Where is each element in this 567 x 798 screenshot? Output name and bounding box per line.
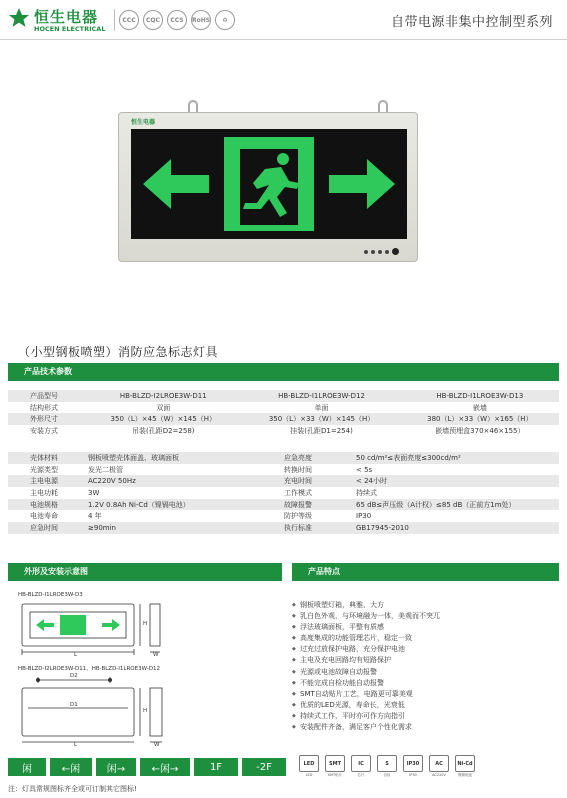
drawing-model-bottom: HB-BLZD-Ⅰ2LROE3W-D11，HB-BLZD-Ⅰ1LROE3W-D12 [18,666,161,672]
spec-icon-row [298,755,476,779]
battery-icon-caption: 镍镉电池 [458,773,472,777]
param-label: 应急时间 [8,522,84,534]
param-label: 电池寿命 [30,512,58,521]
smt-icon-label: SMT [325,755,345,772]
param-label: 主电电源 [8,475,84,487]
smt-icon-caption: SMT贴片 [327,773,343,777]
param-value: 3W [88,488,100,497]
param-value: < 24小时 [352,475,559,487]
chip-icon-caption: 芯片 [357,773,365,777]
product-name: （小型钢板喷塑）消防应急标志灯具 [18,345,219,359]
list-item: ◆ 过充过放保护电路，充分保护电池 [292,644,562,655]
brand-name-en: HOCEN ELECTRICAL [34,25,106,33]
voltage-icon-label: AC [429,755,449,772]
led-icon [298,755,320,779]
cell: 挂装(孔距D1=254) [290,426,353,435]
param-value: 1.2V 0.8Ah Ni-Cd（镍镉电池） [84,499,280,511]
certification-icons [114,8,235,32]
ip30-icon-label: IP30 [403,755,423,772]
brand-name-cn: 恒生电器 [34,8,99,26]
ip30-icon-caption: IP30 [409,773,417,777]
param-label: 转换时间 [284,465,312,474]
product-image [118,112,418,262]
param-value: 钢板喷塑壳体面盖、玻璃面板 [84,452,280,464]
param-value: 65 dB≤声压级（A计权）≤85 dB（正前方1m处） [352,499,559,511]
battery-icon [454,755,476,779]
spec-table [8,390,559,437]
series-title: 自带电源非集中控制型系列 [390,15,553,30]
sign-panel [131,129,407,239]
drawing-model-top: HB-BLZD-Ⅰ1LROE3W-D3 [18,592,83,598]
drawing-section-header: 外形及安装示意图 [8,563,282,581]
list-item: ◆ 浮法玻璃面板，平整有质感 [292,622,562,633]
table-row [8,402,559,414]
table-row [8,413,559,425]
brand-mark-icon [8,7,30,29]
list-item: ◆ 钢板喷塑灯箱，典雅、大方 [292,600,562,611]
tech-section-header: 产品技术参数 [8,363,559,381]
param-value: 发光二极管 [88,465,123,474]
brand-logo [8,5,108,35]
param-value: 50 cd/m²≤表面亮度≤300cd/m² [352,452,559,464]
chip-icon-label: IC [351,755,371,772]
led-icon-label: LED [299,755,319,772]
cell: 嵌墙 [472,403,487,412]
cell: 双面 [156,403,171,412]
param-value: AC220V 50Hz [84,475,280,487]
param-label: 应急亮度 [280,452,352,464]
table-row [8,487,559,499]
param-label: 光源类型 [30,465,58,474]
ip30-icon [402,755,424,779]
features-list [292,600,562,733]
chip-icon [350,755,372,779]
param-value: ≥90min [84,522,280,534]
frame-logo: 恒生电器 [131,119,156,126]
param-value: IP30 [356,512,372,521]
cell: 单面 [314,403,329,412]
list-item: ◆ SMT自动贴片工艺，电路更可靠美观 [292,689,562,700]
mode-floor-b2-icon: -2F [242,758,286,776]
row-label: 安装方式 [30,426,58,435]
table-row [8,475,559,487]
voltage-icon [428,755,450,779]
dim-h-label: H [143,621,148,627]
dim-d2-label: D2 [70,673,78,679]
led-icon-caption: LED [305,773,313,777]
cell: 380（L）×33（W）×165（H） [401,413,559,425]
param-label: 工作模式 [284,488,312,497]
cell: HB-BLZD-Ⅰ1LROE3W-D13 [401,390,559,402]
exit-sign-graphic [131,129,407,239]
list-item: ◆ 光源或电池故障自动报警 [292,667,562,678]
cell: 350（L）×45（W）×145（H） [84,413,242,425]
cell: 吊装(孔距D2=258) [131,426,195,435]
sign-mode-icons [8,758,286,776]
table-row [8,522,559,534]
indicator-lights [364,248,399,255]
dim-h-label-bottom: H [143,708,148,714]
rohs-cert-icon: RoHS [191,10,211,30]
param-label: 执行标准 [280,522,352,534]
arrow-right-icon [329,159,395,209]
sign-frame [118,112,418,262]
cell: HB-BLZD-Ⅰ1LROE3W-D12 [242,390,400,402]
list-item: ◆ 持续式工作，平时亦可作方向指引 [292,711,562,722]
table-row [8,499,559,511]
dim-w-label-bottom: W [154,742,160,748]
table-row [8,452,559,464]
features-section-header: 产品特点 [292,563,559,581]
param-label: 故障报警 [280,499,352,511]
param-label: 电池规格 [8,499,84,511]
row-label: 结构形式 [30,403,58,412]
param-label: 防护等级 [284,512,312,521]
mode-floor-1f-icon: 1F [194,758,238,776]
row-label: 产品型号 [8,390,84,402]
list-item: ◆ 乳白色外观，与环境融为一体，美观而不突兀 [292,611,562,622]
cell: 嵌墙预埋盒370×46×155） [435,426,525,435]
list-item: ◆ 安装配件齐备，满足客户个性化需求 [292,722,562,733]
list-item: ◆ 主电及充电回路均有短路保护 [292,655,562,666]
table-row [8,425,559,437]
footnote: 注：灯具常规图标齐全或可订制其它图标! [8,785,137,793]
voltage-icon-caption: AC220V [432,773,446,777]
divider [114,9,115,31]
row-label: 外形尺寸 [8,413,84,425]
ccc-cert-icon: CCC [119,10,139,30]
battery-icon-label: Ni-Cd [455,755,475,772]
param-value: GB17945-2010 [352,522,559,534]
dim-w-label: W [153,652,159,658]
list-item: ◆ 高度集成的功能管理芯片，稳定一致 [292,633,562,644]
param-label: 主电功耗 [30,488,58,497]
self-test-icon-caption: 自检 [383,773,391,777]
param-value: 4 年 [88,512,102,521]
param-label: 壳体材料 [8,452,84,464]
self-test-icon-label: S [377,755,397,772]
smt-icon [324,755,346,779]
recycle-icon: ♻ [215,10,235,30]
param-table [8,452,559,534]
cell: HB-BLZD-Ⅰ2LROE3W-D11 [84,390,242,402]
dim-l-label: L [74,652,78,658]
mode-exit-right-icon: 闲→ [96,758,136,776]
mode-exit-left-icon: ←闲 [50,758,92,776]
param-value: 持续式 [356,488,377,497]
dim-d1-label: D1 [70,702,78,708]
table-row [8,390,559,402]
ccs-cert-icon: CCS [167,10,187,30]
self-test-icon [376,755,398,779]
mode-exit-icon: 闲 [8,758,46,776]
mode-exit-both-icon: ←闲→ [140,758,190,776]
list-item: ◆ 优质的LED光源，寿命长，光衰低 [292,700,562,711]
dim-l-label-bottom: L [74,742,78,748]
table-row [8,464,559,476]
cqc-cert-icon: CQC [143,10,163,30]
page-header [0,0,567,40]
param-label: 充电时间 [280,475,352,487]
param-value: < 5s [356,465,373,474]
arrow-left-icon [143,159,209,209]
cell: 350（L）×33（W）×145（H） [242,413,400,425]
table-row [8,510,559,522]
list-item: ◆ 不能完成自检功能自动报警 [292,678,562,689]
dimension-drawing [14,590,284,750]
